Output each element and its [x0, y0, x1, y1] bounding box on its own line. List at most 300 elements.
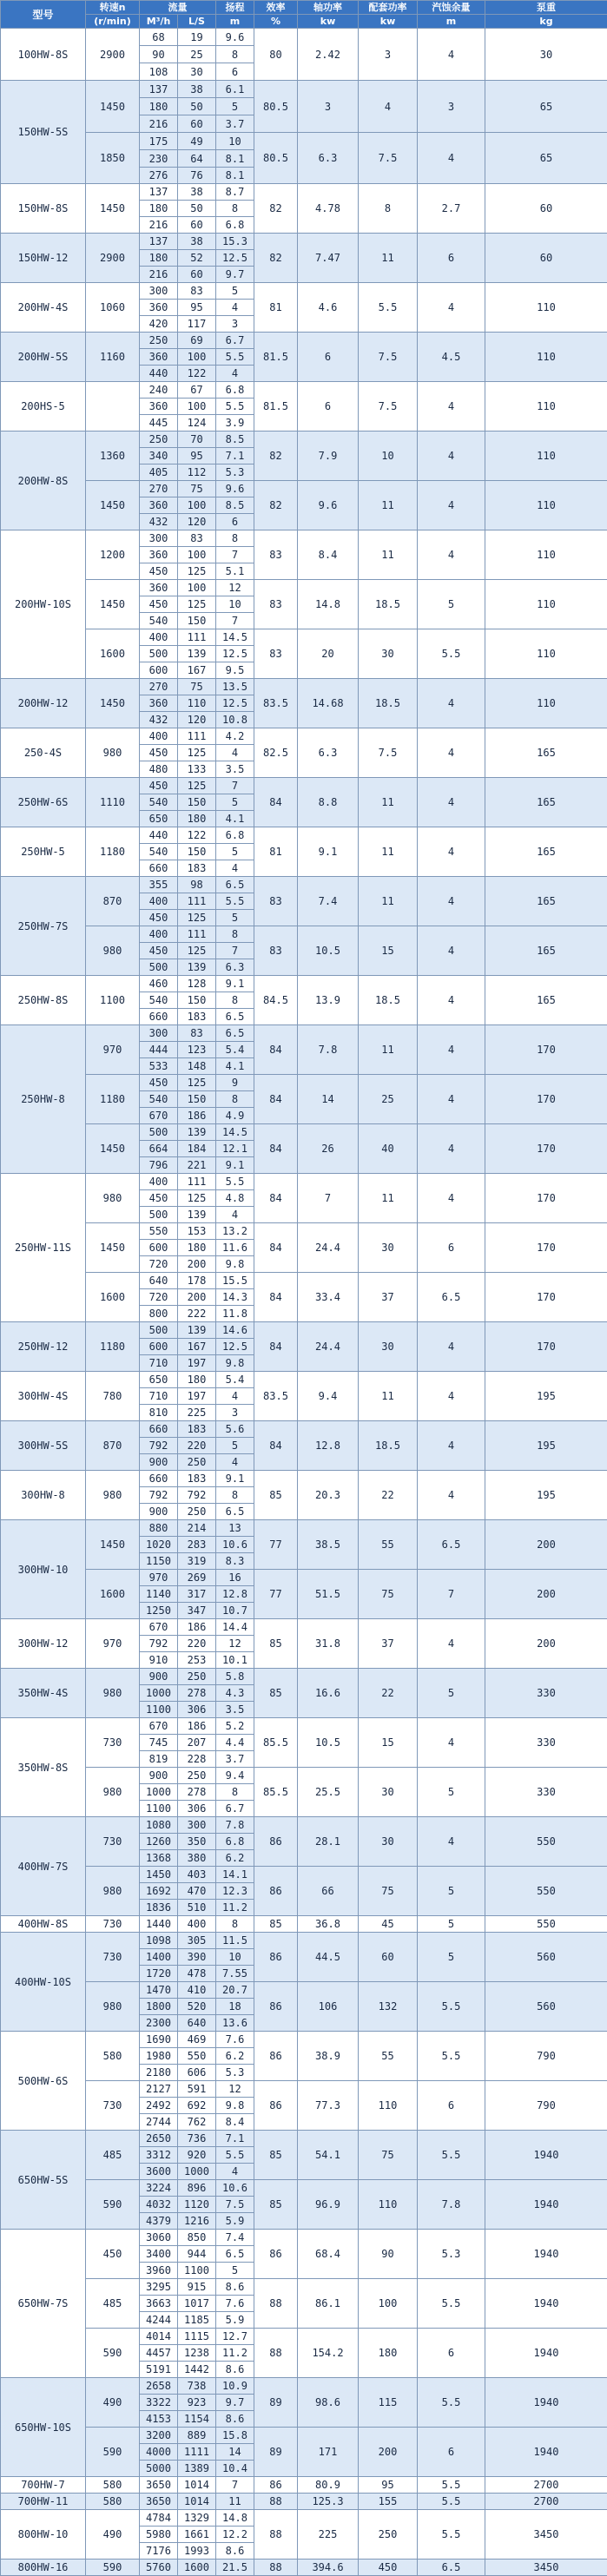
shaft-power-cell: 14.68	[298, 679, 359, 728]
npsh-cell: 5.3	[418, 2230, 485, 2279]
efficiency-cell: 77	[254, 1570, 298, 1619]
speed-cell: 1180	[86, 1322, 140, 1372]
shaft-power-cell: 6	[298, 333, 359, 382]
head-cell: 10	[216, 133, 254, 150]
flow-ls-cell: 125	[178, 745, 216, 761]
shaft-power-cell: 36.8	[298, 1916, 359, 1933]
flow-m3h-cell: 1100	[140, 1801, 178, 1817]
motor-power-cell: 55	[359, 1520, 418, 1570]
table-row	[1, 1669, 607, 1685]
head-cell: 14.5	[216, 1124, 254, 1141]
head-cell: 4.1	[216, 1058, 254, 1075]
npsh-cell: 7.8	[418, 2180, 485, 2230]
flow-ls-cell: 60	[178, 217, 216, 234]
flow-m3h-cell: 450	[140, 1075, 178, 1091]
flow-m3h-cell: 1980	[140, 2048, 178, 2065]
head-cell: 8.5	[216, 497, 254, 514]
flow-ls-cell: 183	[178, 1009, 216, 1025]
weight-cell: 1940	[485, 2131, 607, 2180]
head-cell: 15.5	[216, 1273, 254, 1289]
table-row	[1, 1223, 607, 1240]
head-cell: 14.5	[216, 629, 254, 646]
shaft-power-cell: 38.9	[298, 2032, 359, 2081]
flow-ls-cell: 197	[178, 1355, 216, 1372]
flow-m3h-cell: 270	[140, 481, 178, 497]
flow-m3h-cell: 450	[140, 1190, 178, 1207]
unit-flow-ls: L/S	[178, 15, 216, 29]
weight-cell: 3450	[485, 2560, 607, 2576]
weight-cell: 200	[485, 1619, 607, 1669]
flow-ls-cell: 76	[178, 168, 216, 184]
head-cell: 5.4	[216, 1372, 254, 1388]
efficiency-cell: 82	[254, 184, 298, 234]
table-row	[1, 926, 607, 943]
weight-cell: 330	[485, 1768, 607, 1817]
head-cell: 9.6	[216, 481, 254, 497]
motor-power-cell: 450	[359, 2560, 418, 2576]
npsh-cell: 5.5	[418, 2032, 485, 2081]
motor-power-cell: 15	[359, 1718, 418, 1768]
shaft-power-cell: 80.9	[298, 2477, 359, 2494]
head-cell: 15.8	[216, 2428, 254, 2444]
flow-m3h-cell: 1000	[140, 1685, 178, 1702]
flow-ls-cell: 1017	[178, 2296, 216, 2312]
flow-ls-cell: 120	[178, 514, 216, 530]
efficiency-cell: 89	[254, 2428, 298, 2477]
flow-m3h-cell: 792	[140, 1636, 178, 1652]
shaft-power-cell: 6.3	[298, 728, 359, 778]
flow-ls-cell: 200	[178, 1289, 216, 1306]
motor-power-cell: 15	[359, 926, 418, 976]
efficiency-cell: 83	[254, 877, 298, 926]
flow-ls-cell: 250	[178, 1504, 216, 1520]
flow-ls-cell: 139	[178, 1322, 216, 1339]
head-cell: 18	[216, 1999, 254, 2015]
flow-m3h-cell: 900	[140, 1504, 178, 1520]
flow-m3h-cell: 792	[140, 1487, 178, 1504]
head-cell: 8	[216, 1487, 254, 1504]
flow-m3h-cell: 250	[140, 333, 178, 349]
head-cell: 5.2	[216, 1718, 254, 1735]
flow-ls-cell: 738	[178, 2378, 216, 2395]
flow-m3h-cell: 1470	[140, 1982, 178, 1999]
shaft-power-cell: 66	[298, 1867, 359, 1916]
motor-power-cell: 30	[359, 1223, 418, 1273]
flow-m3h-cell: 1400	[140, 1949, 178, 1966]
motor-power-cell: 75	[359, 1570, 418, 1619]
shaft-power-cell: 6.3	[298, 133, 359, 184]
flow-ls-cell: 111	[178, 728, 216, 745]
flow-m3h-cell: 910	[140, 1652, 178, 1669]
head-cell: 6.8	[216, 1834, 254, 1850]
flow-ls-cell: 510	[178, 1900, 216, 1916]
speed-cell: 1450	[86, 1223, 140, 1273]
efficiency-cell: 84	[254, 1273, 298, 1322]
npsh-cell: 5	[418, 580, 485, 629]
motor-power-cell: 30	[359, 1817, 418, 1867]
flow-m3h-cell: 3650	[140, 2494, 178, 2510]
npsh-cell: 5	[418, 1669, 485, 1718]
motor-power-cell: 11	[359, 530, 418, 580]
flow-ls-cell: 283	[178, 1537, 216, 1553]
table-row	[1, 629, 607, 646]
flow-m3h-cell: 3060	[140, 2230, 178, 2246]
head-cell: 11	[216, 2494, 254, 2510]
head-cell: 13.6	[216, 2015, 254, 2032]
npsh-cell: 6	[418, 2329, 485, 2378]
flow-ls-cell: 100	[178, 497, 216, 514]
head-cell: 12	[216, 1636, 254, 1652]
npsh-cell: 6.5	[418, 2560, 485, 2576]
flow-m3h-cell: 300	[140, 283, 178, 300]
shaft-power-cell: 4.6	[298, 283, 359, 333]
head-cell: 5.5	[216, 399, 254, 415]
head-cell: 7	[216, 2477, 254, 2494]
flow-ls-cell: 923	[178, 2395, 216, 2411]
motor-power-cell: 55	[359, 2032, 418, 2081]
flow-ls-cell: 30	[178, 63, 216, 81]
speed-cell: 1600	[86, 1273, 140, 1322]
flow-ls-cell: 100	[178, 349, 216, 366]
flow-m3h-cell: 660	[140, 860, 178, 877]
head-cell: 8.5	[216, 432, 254, 448]
flow-ls-cell: 75	[178, 679, 216, 695]
flow-ls-cell: 111	[178, 1174, 216, 1190]
flow-ls-cell: 1600	[178, 2560, 216, 2576]
flow-m3h-cell: 1000	[140, 1784, 178, 1801]
flow-m3h-cell: 640	[140, 1273, 178, 1289]
head-cell: 5.3	[216, 464, 254, 481]
table-row	[1, 29, 607, 46]
speed-cell: 780	[86, 1372, 140, 1421]
flow-m3h-cell: 137	[140, 81, 178, 98]
flow-m3h-cell: 540	[140, 992, 178, 1009]
flow-m3h-cell: 3663	[140, 2296, 178, 2312]
shaft-power-cell: 6	[298, 382, 359, 432]
flow-m3h-cell: 444	[140, 1042, 178, 1058]
weight-cell: 1940	[485, 2329, 607, 2378]
motor-power-cell: 18.5	[359, 1421, 418, 1471]
table-row	[1, 1982, 607, 1999]
speed-cell: 1450	[86, 184, 140, 234]
shaft-power-cell: 225	[298, 2510, 359, 2560]
speed-cell: 1200	[86, 530, 140, 580]
shaft-power-cell: 44.5	[298, 1933, 359, 1982]
flow-ls-cell: 403	[178, 1867, 216, 1883]
motor-power-cell: 22	[359, 1471, 418, 1520]
motor-power-cell: 3	[359, 29, 418, 81]
shaft-power-cell: 10.5	[298, 926, 359, 976]
weight-cell: 170	[485, 1075, 607, 1124]
flow-m3h-cell: 360	[140, 300, 178, 316]
flow-ls-cell: 305	[178, 1933, 216, 1949]
speed-cell: 870	[86, 877, 140, 926]
model-name-cell: 350HW-4S	[1, 1669, 86, 1718]
shaft-power-cell: 13.9	[298, 976, 359, 1025]
head-cell: 6.8	[216, 382, 254, 399]
head-cell: 8	[216, 992, 254, 1009]
flow-m3h-cell: 900	[140, 1454, 178, 1471]
model-name-cell: 250HW-11S	[1, 1174, 86, 1322]
weight-cell: 550	[485, 1817, 607, 1867]
head-cell: 8	[216, 530, 254, 547]
flow-m3h-cell: 420	[140, 316, 178, 333]
weight-cell: 1940	[485, 2230, 607, 2279]
table-row	[1, 2032, 607, 2048]
npsh-cell: 7	[418, 1570, 485, 1619]
flow-ls-cell: 83	[178, 530, 216, 547]
efficiency-cell: 86	[254, 1817, 298, 1867]
shaft-power-cell: 77.3	[298, 2081, 359, 2131]
weight-cell: 200	[485, 1520, 607, 1570]
model-name-cell: 300HW-5S	[1, 1421, 86, 1471]
head-cell: 6.7	[216, 1801, 254, 1817]
head-cell: 5.4	[216, 1042, 254, 1058]
flow-ls-cell: 469	[178, 2032, 216, 2048]
speed-cell: 1450	[86, 1124, 140, 1174]
head-cell: 4.1	[216, 811, 254, 827]
head-cell: 12.5	[216, 1339, 254, 1355]
head-cell: 11.2	[216, 1900, 254, 1916]
head-cell: 7.5	[216, 2197, 254, 2213]
flow-ls-cell: 550	[178, 2048, 216, 2065]
flow-m3h-cell: 670	[140, 1108, 178, 1124]
table-row	[1, 976, 607, 992]
head-cell: 12.5	[216, 695, 254, 712]
efficiency-cell: 85	[254, 1619, 298, 1669]
flow-m3h-cell: 1020	[140, 1537, 178, 1553]
flow-ls-cell: 100	[178, 547, 216, 563]
flow-ls-cell: 150	[178, 794, 216, 811]
flow-ls-cell: 1115	[178, 2329, 216, 2345]
head-cell: 4	[216, 1388, 254, 1405]
weight-cell: 165	[485, 877, 607, 926]
npsh-cell: 5.5	[418, 2494, 485, 2510]
flow-m3h-cell: 405	[140, 464, 178, 481]
flow-m3h-cell: 796	[140, 1157, 178, 1174]
flow-ls-cell: 83	[178, 283, 216, 300]
motor-power-cell: 11	[359, 827, 418, 877]
table-row	[1, 1421, 607, 1438]
unit-shaft-power: kw	[298, 15, 359, 29]
npsh-cell: 5.5	[418, 1982, 485, 2032]
weight-cell: 560	[485, 1982, 607, 2032]
speed-cell: 485	[86, 2279, 140, 2329]
shaft-power-cell: 4.78	[298, 184, 359, 234]
head-cell: 4.4	[216, 1735, 254, 1751]
efficiency-cell: 85	[254, 1916, 298, 1933]
npsh-cell: 3	[418, 81, 485, 133]
weight-cell: 1940	[485, 2180, 607, 2230]
speed-cell: 980	[86, 1669, 140, 1718]
table-row	[1, 1322, 607, 1339]
model-name-cell: 250HW-8S	[1, 976, 86, 1025]
weight-cell: 65	[485, 81, 607, 133]
flow-ls-cell: 180	[178, 1240, 216, 1256]
shaft-power-cell: 9.1	[298, 827, 359, 877]
head-cell: 7	[216, 613, 254, 629]
npsh-cell: 5	[418, 1768, 485, 1817]
flow-ls-cell: 220	[178, 1438, 216, 1454]
head-cell: 6.8	[216, 827, 254, 844]
npsh-cell: 6.5	[418, 1520, 485, 1570]
motor-power-cell: 10	[359, 432, 418, 481]
flow-ls-cell: 100	[178, 580, 216, 596]
flow-m3h-cell: 540	[140, 844, 178, 860]
motor-power-cell: 18.5	[359, 580, 418, 629]
head-cell: 5	[216, 844, 254, 860]
table-row	[1, 1933, 607, 1949]
flow-ls-cell: 1014	[178, 2494, 216, 2510]
table-row	[1, 2560, 607, 2576]
shaft-power-cell: 7.9	[298, 432, 359, 481]
head-cell: 10.7	[216, 1603, 254, 1619]
flow-ls-cell: 150	[178, 1091, 216, 1108]
flow-ls-cell: 306	[178, 1702, 216, 1718]
model-name-cell: 650HW-5S	[1, 2131, 86, 2230]
flow-ls-cell: 75	[178, 481, 216, 497]
table-row	[1, 2477, 607, 2494]
table-row	[1, 1916, 607, 1933]
table-row	[1, 1619, 607, 1636]
head-cell: 5	[216, 910, 254, 926]
efficiency-cell: 84	[254, 778, 298, 827]
efficiency-cell: 77	[254, 1520, 298, 1570]
motor-power-cell: 7.5	[359, 133, 418, 184]
model-name-cell: 700HW-11	[1, 2494, 86, 2510]
flow-ls-cell: 250	[178, 1454, 216, 1471]
flow-ls-cell: 178	[178, 1273, 216, 1289]
motor-power-cell: 11	[359, 877, 418, 926]
motor-power-cell: 5.5	[359, 283, 418, 333]
flow-m3h-cell: 4032	[140, 2197, 178, 2213]
speed-cell: 730	[86, 2081, 140, 2131]
unit-npsh: m	[418, 15, 485, 29]
flow-m3h-cell: 3600	[140, 2164, 178, 2180]
shaft-power-cell: 3	[298, 81, 359, 133]
head-cell: 13.5	[216, 679, 254, 695]
motor-power-cell: 7.5	[359, 333, 418, 382]
head-cell: 9.7	[216, 267, 254, 283]
flow-ls-cell: 1389	[178, 2461, 216, 2477]
flow-ls-cell: 319	[178, 1553, 216, 1570]
efficiency-cell: 83.5	[254, 679, 298, 728]
model-name-cell: 150HW-12	[1, 234, 86, 283]
npsh-cell: 5.5	[418, 2477, 485, 2494]
shaft-power-cell: 24.4	[298, 1223, 359, 1273]
flow-m3h-cell: 1440	[140, 1916, 178, 1933]
flow-m3h-cell: 137	[140, 234, 178, 250]
unit-efficiency: %	[254, 15, 298, 29]
npsh-cell: 4	[418, 1124, 485, 1174]
speed-cell: 580	[86, 2477, 140, 2494]
head-cell: 5	[216, 1438, 254, 1454]
speed-cell: 730	[86, 1916, 140, 1933]
table-row	[1, 1471, 607, 1487]
efficiency-cell: 85	[254, 1669, 298, 1718]
speed-cell: 980	[86, 728, 140, 778]
shaft-power-cell: 25.5	[298, 1768, 359, 1817]
table-row	[1, 1768, 607, 1784]
speed-cell: 2900	[86, 29, 140, 81]
flow-m3h-cell: 400	[140, 926, 178, 943]
head-cell: 3.7	[216, 115, 254, 133]
table-row	[1, 2131, 607, 2147]
head-cell: 8.6	[216, 2279, 254, 2296]
flow-m3h-cell: 400	[140, 893, 178, 910]
head-cell: 9	[216, 1075, 254, 1091]
flow-m3h-cell: 792	[140, 1438, 178, 1454]
head-cell: 8	[216, 1091, 254, 1108]
speed-cell: 1360	[86, 432, 140, 481]
head-cell: 8	[216, 1916, 254, 1933]
unit-speed: (r/min)	[86, 15, 140, 29]
efficiency-cell: 89	[254, 2378, 298, 2428]
flow-ls-cell: 606	[178, 2065, 216, 2081]
speed-cell: 980	[86, 1867, 140, 1916]
speed-cell: 980	[86, 1982, 140, 2032]
flow-m3h-cell: 432	[140, 712, 178, 728]
weight-cell: 200	[485, 1570, 607, 1619]
flow-m3h-cell: 900	[140, 1768, 178, 1784]
motor-power-cell: 7.5	[359, 728, 418, 778]
head-cell: 12.3	[216, 1883, 254, 1900]
npsh-cell: 4	[418, 133, 485, 184]
flow-m3h-cell: 550	[140, 1223, 178, 1240]
weight-cell: 165	[485, 926, 607, 976]
model-name-cell: 800HW-16	[1, 2560, 86, 2576]
efficiency-cell: 83	[254, 530, 298, 580]
head-cell: 10.4	[216, 2461, 254, 2477]
weight-cell: 1940	[485, 2378, 607, 2428]
motor-power-cell: 37	[359, 1273, 418, 1322]
head-cell: 8.6	[216, 2543, 254, 2560]
motor-power-cell: 11	[359, 481, 418, 530]
head-cell: 4	[216, 745, 254, 761]
efficiency-cell: 84	[254, 1421, 298, 1471]
table-row	[1, 333, 607, 349]
head-cell: 7.55	[216, 1966, 254, 1982]
flow-ls-cell: 50	[178, 98, 216, 115]
head-cell: 14.8	[216, 2510, 254, 2527]
flow-m3h-cell: 4014	[140, 2329, 178, 2345]
flow-ls-cell: 1216	[178, 2213, 216, 2230]
flow-m3h-cell: 1140	[140, 1586, 178, 1603]
flow-ls-cell: 52	[178, 250, 216, 267]
shaft-power-cell: 26	[298, 1124, 359, 1174]
flow-m3h-cell: 1836	[140, 1900, 178, 1916]
efficiency-cell: 80.5	[254, 81, 298, 133]
head-cell: 5.9	[216, 2213, 254, 2230]
flow-m3h-cell: 880	[140, 1520, 178, 1537]
weight-cell: 3450	[485, 2510, 607, 2560]
npsh-cell: 4	[418, 1372, 485, 1421]
flow-m3h-cell: 600	[140, 662, 178, 679]
model-name-cell: 300HW-10	[1, 1520, 86, 1619]
speed-cell: 1110	[86, 778, 140, 827]
shaft-power-cell: 33.4	[298, 1273, 359, 1322]
model-name-cell: 400HW-10S	[1, 1933, 86, 2032]
head-cell: 6.2	[216, 1850, 254, 1867]
head-cell: 8	[216, 201, 254, 217]
flow-m3h-cell: 240	[140, 382, 178, 399]
flow-ls-cell: 183	[178, 860, 216, 877]
weight-cell: 330	[485, 1718, 607, 1768]
flow-ls-cell: 123	[178, 1042, 216, 1058]
flow-m3h-cell: 900	[140, 1669, 178, 1685]
flow-m3h-cell: 660	[140, 1009, 178, 1025]
motor-power-cell: 4	[359, 81, 418, 133]
